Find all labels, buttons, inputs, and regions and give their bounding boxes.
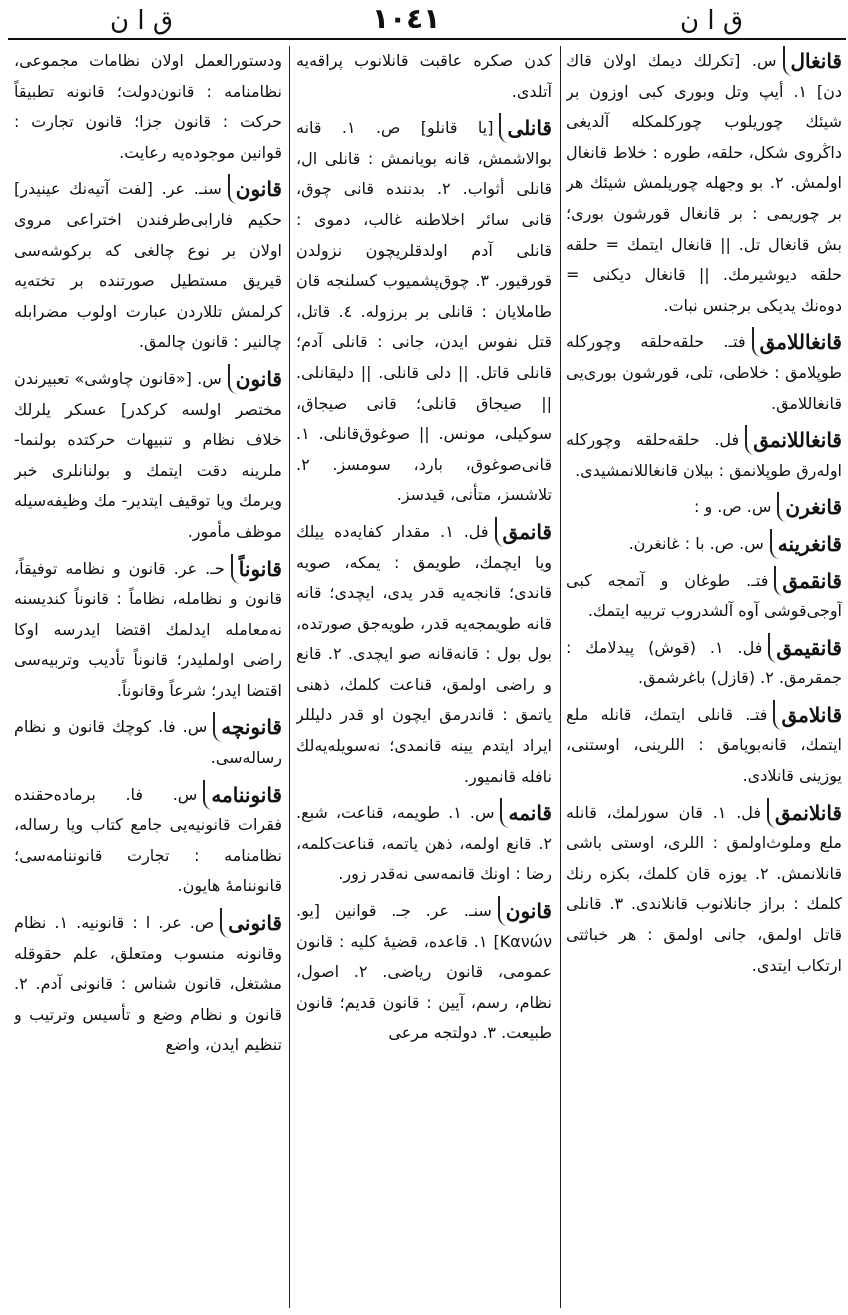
dictionary-entry: [14, 554, 282, 707]
headword: قانونچه: [213, 712, 282, 742]
definition: ودستورالعمل اولان نظامات مجموعى، نظامنامه : قانون‌دولت؛ قانونه تطبيقاً حركت : قانون جزا؛ قانون تجارت : قوانين موجوده‌يه رعايت.: [14, 51, 282, 162]
headword: قانلامق: [773, 700, 842, 730]
definition: فتـ. حلقه‌حلقه وچوركله طوپلامق : خلاطى، تلى، قورشون بورى‌يى قانغاللامق.: [566, 332, 842, 413]
dictionary-entry: [14, 174, 282, 358]
definition: فل. ١. مقدار كفايه‌ده ييلك ويا ايچمك، طويمق : يمكه، صويه قاندى؛ قانجه‌يه قدر يدى، ايچدى؛ قانه قانه طويمجه‌يه قدر، طويه‌جق صورتده، بول بول : قانه‌قانه صو ايچدى. ٢. قانع و راضى اولمق، قناعت كلمك، ذهنى ياتمق : قاندرمق ايچون او قدر دليللر ايراد ايتدم يينه قانمدى؛ نه‌سويله‌يه‌لك نافله قانميور.: [296, 521, 552, 786]
column-separator: [289, 46, 290, 1308]
definition: حـ. عر. قانون و نظامه توفيقاً، قانون و نظامله، نظاماً : قانوناً كنديسنه نه‌معامله ايدلمك اقتضا ايدرسه اوكا راضى اولمليدر؛ قانوناً تأديب وتربيه‌سى اقتضا ايدر؛ شرعاً وقانوناً.: [14, 558, 282, 700]
column-left: [14, 46, 282, 1308]
dictionary-entry: [566, 492, 842, 523]
definition: س. ١. طويمه، قناعت، شبع. ٢. قانع اولمه، ذهن ياتمه، قناعت‌كلمه، رضا : اونك قانمه‌سى نه‌قدر زور.: [296, 803, 552, 884]
definition: س. [«قانون چاوشى» تعبيرندن مختصر اولسه كركدر] عسكر يلرلك خلاف نظام و تنبيهات حركتده بولنما- ملرينه دقت ايتمك و بولنانلرى خبر ويرمك ويا توقيف ايتدير- مك وظيفه‌سيله موظف مأمور.: [14, 368, 282, 541]
definition: فتـ. طوغان و آتمجه كبى آوجى‌قوشى آوه آلشدروب تربيه ايتمك.: [566, 570, 842, 621]
headword: قانلانمق: [767, 798, 842, 828]
dictionary-entry: [566, 798, 842, 982]
dictionary-entry: [14, 908, 282, 1061]
headword: قانغاللامق: [752, 327, 842, 357]
dictionary-entry: [296, 798, 552, 890]
dictionary-entry: [296, 113, 552, 511]
headword: قانغال: [783, 46, 843, 76]
page-number: ١٠٤١: [372, 2, 441, 35]
dictionary-entry: [566, 327, 842, 419]
definition: كدن صكره عاقبت قانلانوب پراقه‌يه آتلدى.: [296, 51, 552, 101]
headword: قانقيمق: [768, 633, 842, 663]
dictionary-entry: [296, 896, 552, 1049]
definition: س. ص. با : غانغرن.: [628, 533, 764, 553]
definition: س. فا. كوچك قانون و نظام رساله‌سى.: [14, 717, 282, 768]
header-rule: [8, 38, 846, 40]
headword: قانمه: [500, 798, 552, 828]
headword: قانقمق: [774, 566, 842, 596]
definition: ص. عر. ا : قانونيه. ١. نظام وقانونه منسوب ومتعلق، علم حقوقله مشتغل، قانون شناس : قانونى آدم. ٢. قانون و نظام وضع و تأسيس وترتيب و تنظيم ايدن، واضع: [14, 913, 282, 1055]
definition: فل. حلقه‌حلقه وچوركله اوله‌رق طوپلانمق : بيلان قانغاللانمشيدى.: [566, 430, 842, 480]
headword: قانغاللانمق: [745, 425, 842, 455]
dictionary-entry: [566, 46, 842, 321]
definition: س. [تكرلك ديمك اولان قاك دن] ١. أيپ وتل وبورى كبى اوزون بر شيئك چوريلوب چوركلمكله آلديغى داڭروى شكل، حلقه، طوره : خلاط قانغال اولمش. ٢. بو وجهله چوريلمش شيئك هر بر چوريمى : بر قانغال قورشون بورى؛ بش قانغال تل. || قانغال ايتمك = حلقه حلقه ديوشيرمك. || قانغال ديكنى = دوه‌نك يديكى برجنس نبات.: [566, 51, 842, 315]
dictionary-entry: [566, 700, 842, 792]
dictionary-entry: [296, 46, 552, 107]
running-head-left: ق ا ن: [110, 6, 174, 36]
headword: قانونى: [220, 908, 282, 938]
definition: فل. ١. (قوش) پيدلامك : جمقرمق. ٢. (قازل) باغرشمق.: [566, 637, 842, 688]
dictionary-entry: [14, 712, 282, 773]
dictionary-entry: [566, 425, 842, 486]
headword: قانغرن: [777, 492, 842, 522]
headword: قانون: [228, 364, 282, 394]
dictionary-entry: [566, 529, 842, 560]
definition: فل. ١. قان سورلمك، قانله ملع وملوث‌اولمق : اللرى، اوستى باشى قانلانمش. ٢. يوزه قان كلمك، بكزه رنك كلمك : براز جانلانوب قانلاندى. ٣. قانلى قاتل اولمق، جانى اولمق : هر خباثتى ارتكاب ايتدى.: [566, 802, 842, 975]
dictionary-entry: [566, 566, 842, 627]
column-right: [566, 46, 842, 1308]
definition: سنـ. عر. [لفت آتيه‌نك عينيدر] حكيم فارابى‌طرفندن اختراعى مروى اولان بر نوع چالغى كه بركوشه‌سى قيريق مستطيل صورتنده بر تخته‌يه كرلمش تللاردن عبارت اولوب مضرابله چالنير : قانون چالمق.: [14, 179, 282, 352]
running-head-right: ق ا ن: [680, 6, 744, 36]
definition: س. ص. و :: [693, 497, 772, 517]
definition: [يا قانلو] ص. ١. قانه بوالاشمش، قانه بويانمش : قانلى ال، قانلى أثواب. ٢. بدننده قانى چوق، قانى سائر اخلاطنه غالب، دموى : قانلى آدم اولدقلريچون نزولدن قورقيور. ٣. چوق‌پشميوب كسلنجه قان طاملايان : قانلى بر برزوله. ٤. قاتل، قتل نفوس ايدن، جانى : قانلى آدم؛ قانلى قاتل. || دلى قانلى. || دليقانلى. || صيجاق قانلى؛ قانى صيجاق، سوكيلى، مونس. || صوغوق‌قانلى. ١. قانى‌صوغوق، بارد، سومسز. ٢. تلاشسز، متأنى، قيدسز.: [296, 118, 552, 505]
headword: قانون: [228, 174, 282, 204]
page-header: [0, 0, 848, 40]
column-middle: [296, 46, 552, 1308]
dictionary-entry: [566, 633, 842, 694]
column-separator: [560, 46, 561, 1308]
headword: قانون: [498, 896, 552, 926]
dictionary-entry: [14, 46, 282, 168]
dictionary-entry: [14, 364, 282, 548]
headword: قانلى: [499, 113, 552, 143]
headword: قانغرينه: [770, 529, 842, 559]
definition: سنـ. عر. جـ. قوانين [يو. Κανών] ١. قاعده، قضيهٔ كليه : قانون عمومى، قانون رياضى. ٢. اصول، نظام، رسم، آيين : قانون قديم؛ قانون طبيعت. ٣. دولتجه مرعى: [296, 901, 552, 1043]
definition: س. فا. برماده‌حقنده فقرات قانونيه‌يى جامع كتاب ويا رساله، نظامنامه : تجارت قانوننامه‌سى؛ قانوننامهٔ هايون.: [14, 784, 282, 896]
dictionary-entry: [296, 517, 552, 792]
headword: قانمق: [495, 517, 552, 547]
headword: قانوناً: [231, 554, 282, 584]
dictionary-entry: [14, 780, 282, 902]
definition: فتـ. قانلى ايتمك، قانله ملع ايتمك، قانه‌بويامق : اللرينى، اوستنى، يوزينى قانلادى.: [566, 704, 842, 786]
headword: قانوننامه: [203, 780, 282, 810]
